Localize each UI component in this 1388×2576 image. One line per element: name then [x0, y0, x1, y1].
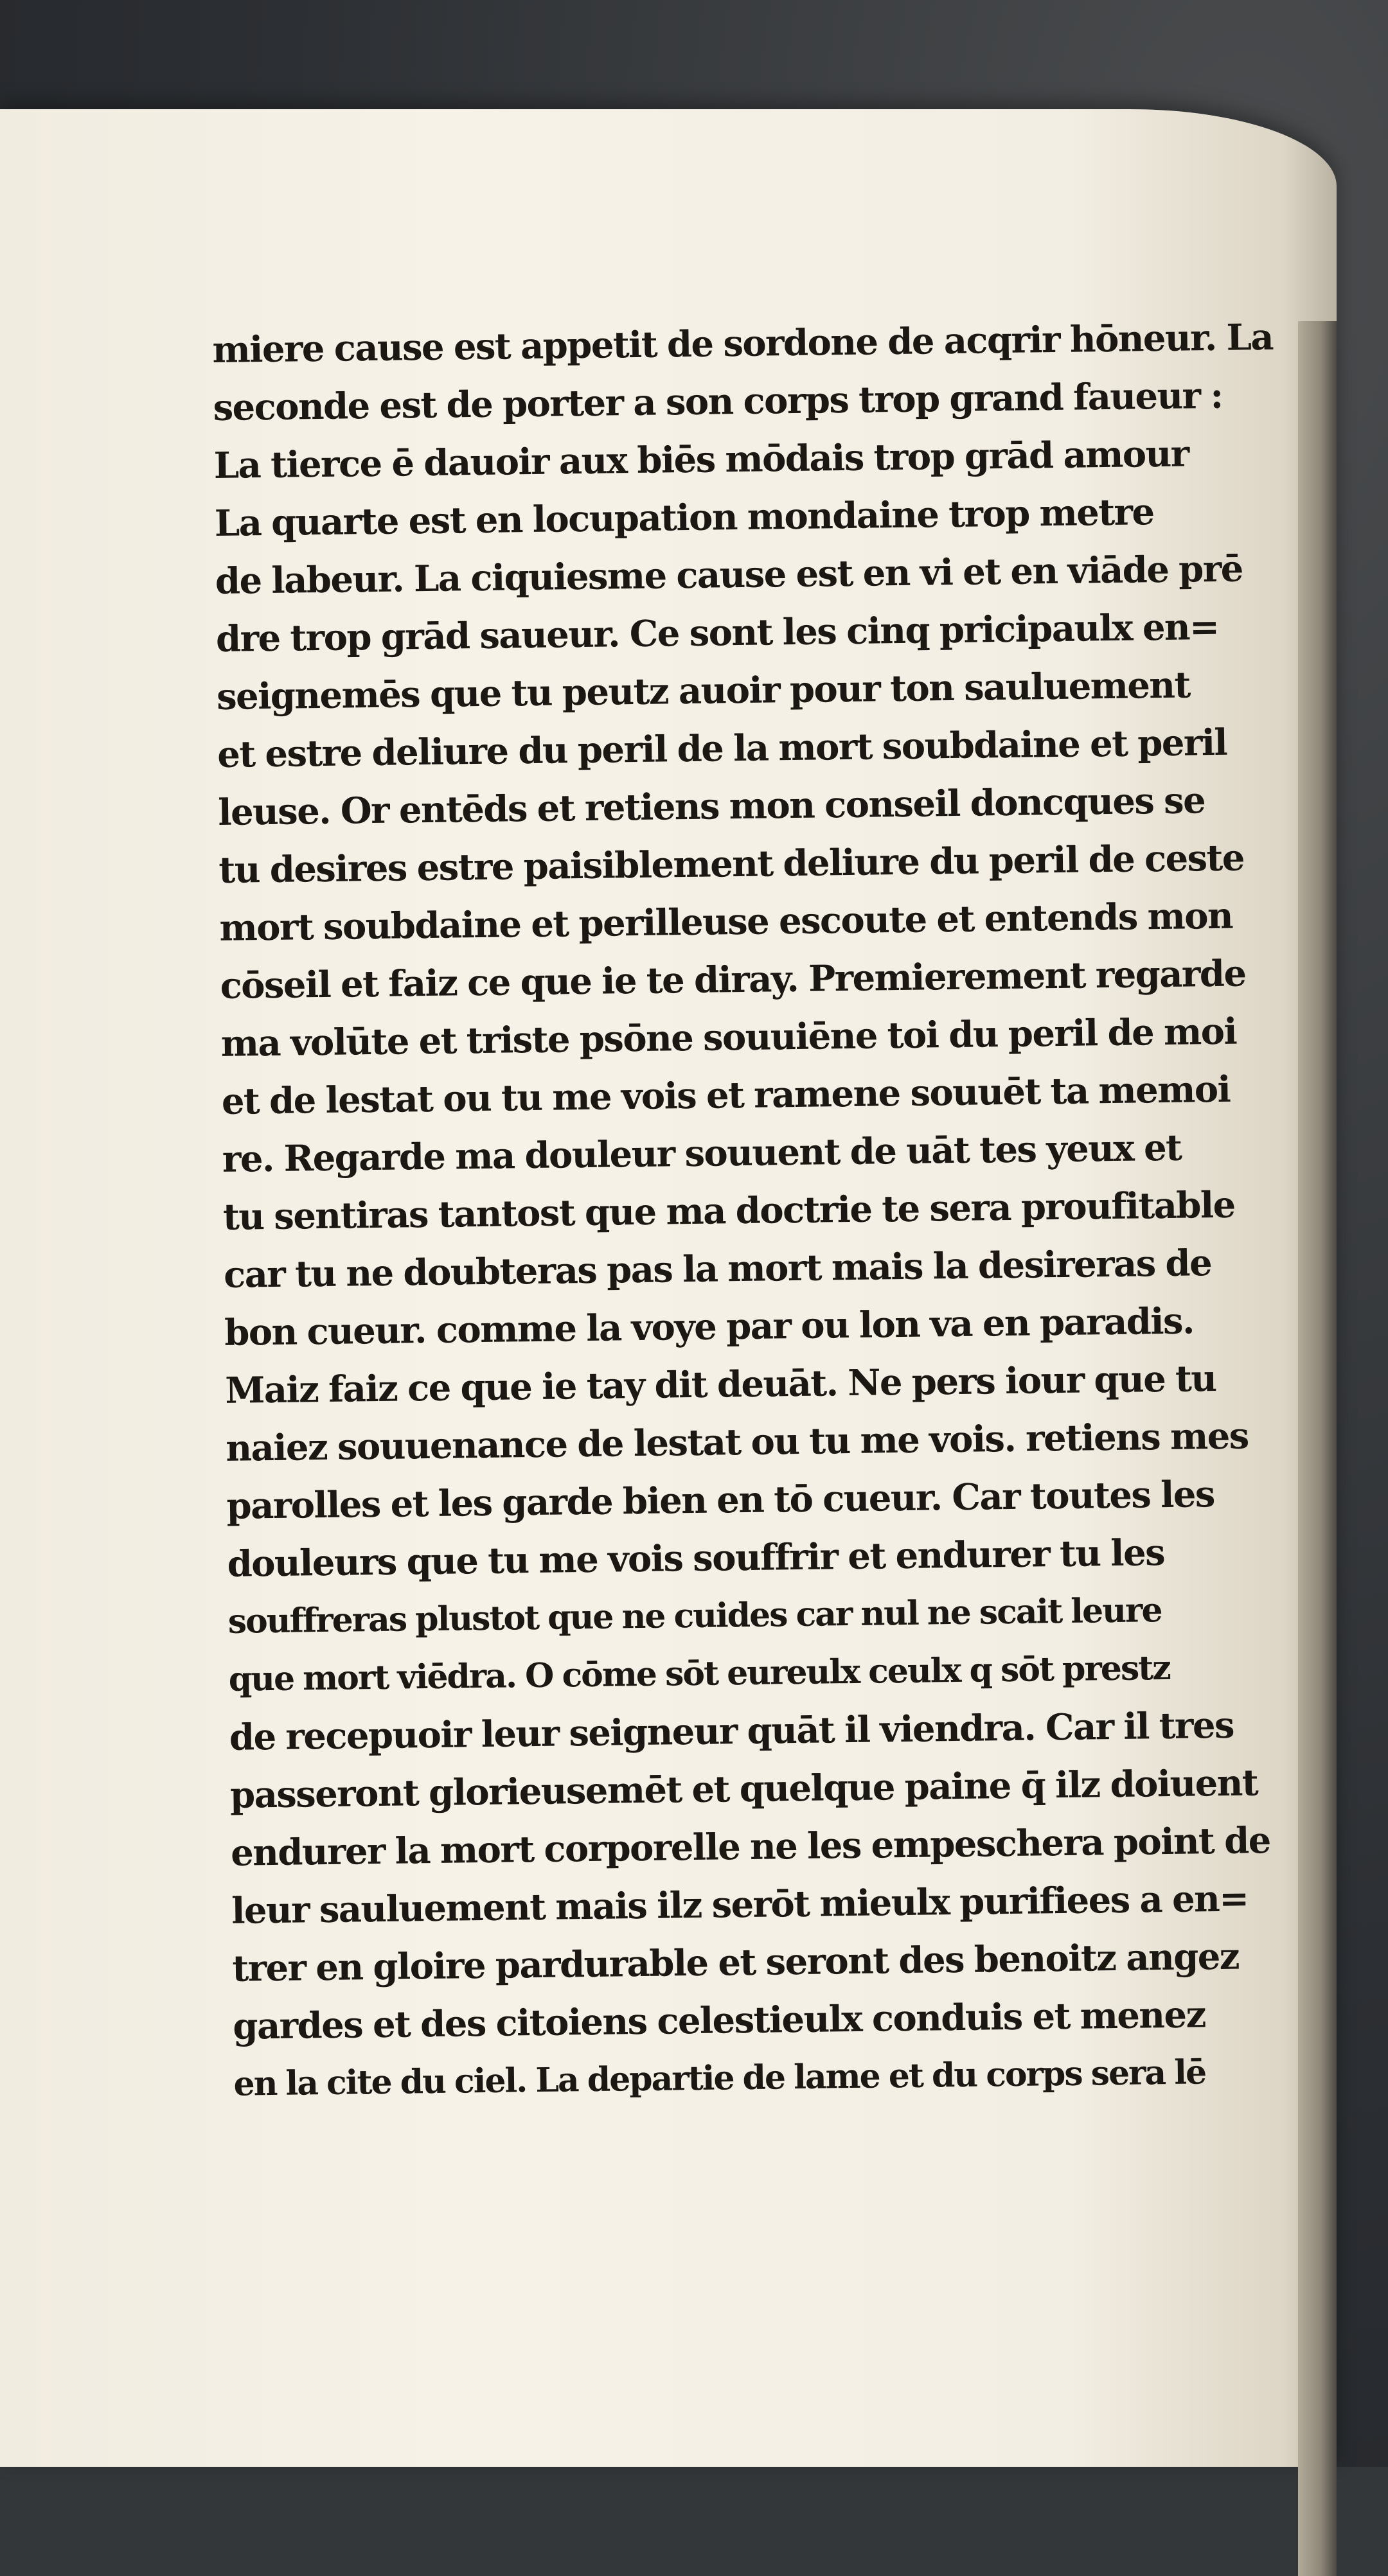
- text-line: que mort viēdra. O cōme sōt eureulx ceulx q sōt prestz: [228, 1648, 1171, 1699]
- text-line: souffreras plustot que ne cuides car nul ne scait leure: [227, 1591, 1162, 1641]
- text-line: mort soubdaine et perilleuse escoute et entends mon: [219, 894, 1233, 949]
- text-line: leur sauluement mais ilz serōt mieulx purifiees a en=: [231, 1877, 1249, 1932]
- text-line: gardes et des citoiens celestieulx conduis et menez: [233, 1993, 1206, 2048]
- text-line: de labeur. La ciquiesme cause est en vi et en viāde prē: [215, 547, 1243, 603]
- text-line: naiez souuenance de lestat ou tu me vois. retiens mes: [226, 1415, 1249, 1470]
- text-line: seconde est de porter a son corps trop grand faueur :: [213, 374, 1223, 429]
- text-line: et estre deliure du peril de la mort soubdaine et peril: [217, 721, 1227, 776]
- text-line: de recepuoir leur seigneur quāt il viendra. Car il tres: [229, 1704, 1234, 1759]
- text-line: et de lestat ou tu me vois et ramene souuēt ta memoi: [221, 1068, 1231, 1123]
- text-line: endurer la mort corporelle ne les empeschera point de: [230, 1819, 1271, 1875]
- text-line: parolles et les garde bien en tō cueur. Car toutes les: [226, 1473, 1215, 1528]
- text-line: Maiz faiz ce que ie tay dit deuāt. Ne pers iour que tu: [224, 1357, 1216, 1412]
- text-line: leuse. Or entēds et retiens mon conseil doncques se: [217, 779, 1206, 834]
- text-block: [212, 309, 1274, 2113]
- text-line: miere cause est appetit de sordone de acqrir hōneur. La: [212, 315, 1274, 371]
- text-line: ma volūte et triste psōne souuiēne toi du peril de moi: [220, 1010, 1237, 1065]
- text-line: douleurs que tu me vois souffrir et endurer tu les: [227, 1531, 1165, 1585]
- text-line: passeront glorieusemēt et quelque paine q̄ ilz doiuent: [229, 1761, 1258, 1817]
- text-line: re. Regarde ma douleur souuent de uāt tes yeux et: [222, 1126, 1182, 1181]
- text-line: tu sentiras tantost que ma doctrie te sera proufitable: [222, 1183, 1235, 1239]
- text-line: car tu ne doubteras pas la mort mais la desireras de: [223, 1242, 1212, 1296]
- page-edge: [1298, 321, 1337, 2576]
- text-line: en la cite du ciel. La departie de lame et du corps sera lē: [233, 2052, 1206, 2104]
- text-line: dre trop grād saueur. Ce sont les cinq pricipaulx en=: [215, 605, 1219, 660]
- text-line: tu desires estre paisiblement deliure du peril de ceste: [218, 836, 1245, 892]
- text-line: bon cueur. comme la voye par ou lon va en paradis.: [224, 1300, 1195, 1354]
- text-line: trer en gloire pardurable et seront des benoitz angez: [231, 1935, 1240, 1990]
- text-line: seignemēs que tu peutz auoir pour ton sauluement: [216, 664, 1191, 718]
- text-line: La tierce ē dauoir aux biēs mōdais trop grād amour: [213, 432, 1189, 487]
- text-line: cōseil et faiz ce que ie te diray. Premierement regarde: [220, 952, 1246, 1007]
- text-line: La quarte est en locupation mondaine trop metre: [214, 491, 1154, 545]
